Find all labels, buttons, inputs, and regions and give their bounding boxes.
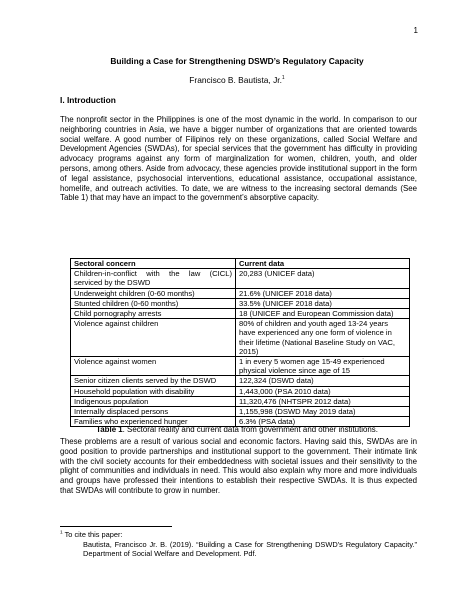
footnote-intro-line [60,530,123,539]
table-row [71,396,410,406]
table-cell-data: 1,155,998 (DSWD May 2019 data) [236,407,410,417]
author-footnote-mark: 1 [281,75,285,82]
section-heading: I. Introduction [60,95,116,105]
table-cell-data: 1 in every 5 women age 15-49 experienced physical violence since age of 15 [236,357,410,376]
table-row [71,298,410,308]
author-name: Francisco B. Bautista, Jr. [189,75,282,85]
table-cell-concern: Internally displaced persons [71,407,236,417]
table-row [71,288,410,298]
table-row [71,319,410,357]
table-cell-concern: Violence against women [71,357,236,376]
footnote-citation: Bautista, Francisco Jr. B. (2019). “Building a Case for Strengthening DSWD’s Regulatory Capacity.” Department of Social Welfare and Development. Pdf. [83,540,417,559]
caption-text: . Sectoral reality and current data from government and other institutions. [122,425,378,434]
footnote-mark: 1 [60,530,63,536]
table-header-row [71,259,410,269]
table-cell-data: 20,283 (UNICEF data) [236,269,410,288]
table-row [71,357,410,376]
table-cell-data: 122,324 (DSWD data) [236,376,410,386]
table-header-cell: Sectoral concern [71,259,236,269]
table-row [71,407,410,417]
table-cell-concern: Senior citizen clients served by the DSWD [71,376,236,386]
footnote-divider [60,526,172,527]
sectoral-table [70,258,410,427]
table-cell-concern: Child pornography arrests [71,309,236,319]
table-cell-concern: Household population with disability [71,386,236,396]
footnote-intro: To cite this paper: [62,530,123,539]
table-cell-data: 80% of children and youth aged 13-24 years have experienced any one form of violence in their lifetime (National Baseline Study on VAC, 2015) [236,319,410,357]
table-header-cell: Current data [236,259,410,269]
table-caption [0,425,474,434]
table-cell-data: 21.6% (UNICEF 2018 data) [236,288,410,298]
table-cell-concern: Underweight children (0-60 months) [71,288,236,298]
table-cell-data: 18 (UNICEF and European Commission data) [236,309,410,319]
author-line [0,75,474,85]
table-row [71,376,410,386]
table-row [71,386,410,396]
table-cell-concern: Violence against children [71,319,236,357]
table-cell-data: 11,320,476 (NHTSPR 2012 data) [236,396,410,406]
page-number: 1 [413,26,418,35]
body-paragraph: These problems are a result of various social and economic factors. Having said this, SWDAs are in good position to provide partnerships and institutional support to the government. Their intimate link with the civil society accounts for their embeddedness with societal issues and their sensitivity to the plight of communities and individuals in need. This would also explain why more and more individuals and groups have professed their intentions to establish their respective SWDAs. It is thus expected that SWDAs will contribute to grow in number. [60,437,417,495]
paper-title: Building a Case for Strengthening DSWD’s Regulatory Capacity [110,56,364,66]
table-cell-concern: Indigenous population [71,396,236,406]
table-cell-concern: Children-in-conflict with the law (CICL) serviced by the DSWD [71,269,236,288]
intro-paragraph: The nonprofit sector in the Philippines is one of the most dynamic in the world. In comparison to our neighboring countries in Asia, we have a bigger number of organizations that are oriented towards social welfare. A good number of Filipinos rely on these organizations, called Social Welfare and Development Agencies (SWDAs), for special services that the government has difficulty in providing advocacy programs against any form of marginalization for women, children, youth, and older persons, among others. Aside from advocacy, these agencies provide institutional support in the form of legal assistance, psychosocial interventions, educational assistance, occupational assistance, homelife, and outreach activities. To date, we are witness to the increasing sectoral demands (See Table 1) that may have an impact to the government’s absorptive capacity. [60,115,417,203]
table-cell-concern: Families who experienced hunger [71,417,236,427]
table-cell-data: 6.3% (PSA data) [236,417,410,427]
table-row [71,309,410,319]
table-cell-data: 33.5% (UNICEF 2018 data) [236,298,410,308]
table-row [71,269,410,288]
caption-label: Table 1 [96,425,123,434]
table-cell-concern: Stunted children (0-60 months) [71,298,236,308]
table-cell-data: 1,443,000 (PSA 2010 data) [236,386,410,396]
